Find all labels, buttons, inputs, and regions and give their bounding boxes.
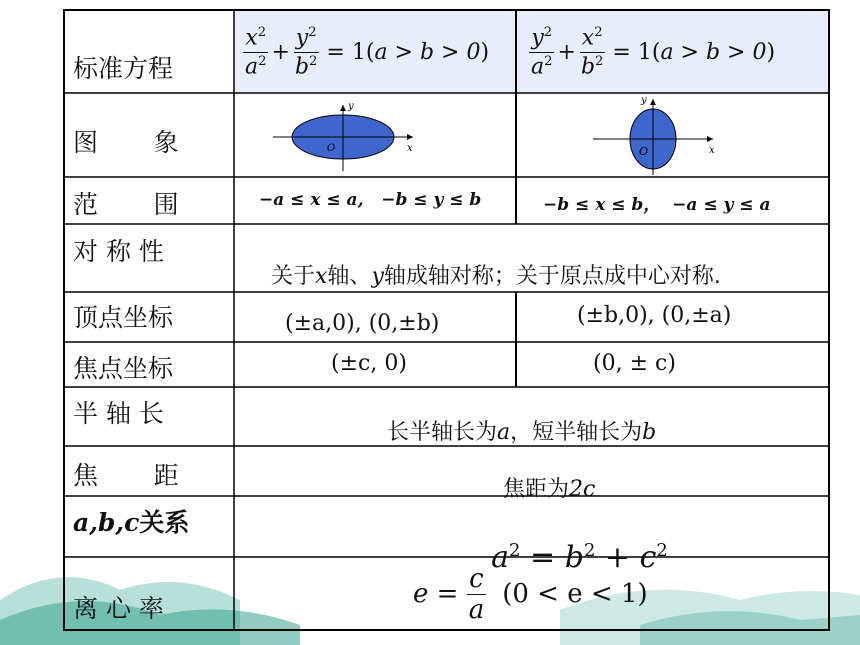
vertices-vertical: (±b,0), (0,±a) — [577, 303, 732, 328]
ellipse-properties-table — [63, 9, 830, 631]
eccentricity-formula: e = $\frac{c}{a}$ (0 < e < 1) — [413, 563, 648, 625]
vertical-axis-x: x — [709, 145, 715, 156]
label-standard-equation: 标准方程 — [73, 54, 174, 83]
graph-horizontal-ellipse — [263, 97, 423, 175]
range-horizontal: −a ≤ x ≤ a, −b ≤ y ≤ b — [259, 190, 482, 210]
graph-vertical-ellipse — [583, 95, 723, 177]
focal-distance-text: 焦距为2c — [502, 477, 596, 502]
label-abc-vars: a,b,c — [73, 508, 140, 537]
horizontal-axis-y: y — [348, 101, 354, 112]
equation-vertical: $\frac{y^2}{a^2}$ + $\frac{x^2}{b^2}$ = 1( a > b > 0 ) — [531, 25, 776, 79]
label-foci: 焦点坐标 — [73, 354, 174, 383]
symmetry-text: 关于x轴、y轴成轴对称；关于原点成中心对称. — [270, 264, 721, 289]
label-range: 范 围 — [73, 190, 179, 219]
fraction-x-b: $\frac{x^2}{b^2}$ — [580, 25, 604, 79]
fraction-y-b: $\frac{y^2}{b^2}$ — [294, 25, 318, 79]
foci-vertical: (0, ± c) — [593, 351, 676, 376]
abc-relation-formula: $a^2 = b^2 + c^2$ — [491, 540, 668, 575]
label-graph: 图 象 — [73, 128, 179, 157]
label-abc-relation — [73, 503, 189, 539]
equation-horizontal: $\frac{x^2}{a^2}$ + $\frac{y^2}{b^2}$ = 1( a > b > 0 ) — [245, 25, 490, 79]
label-focal-distance: 焦 距 — [73, 461, 179, 490]
fraction-y-a: $\frac{y^2}{a^2}$ — [531, 25, 553, 79]
label-eccentricity: 离 心 率 — [73, 594, 164, 623]
label-vertices: 顶点坐标 — [73, 303, 174, 332]
fraction-c-a: $\frac{c}{a}$ — [468, 563, 485, 625]
horizontal-axis-x: x — [407, 143, 413, 154]
horizontal-origin: O — [327, 143, 336, 154]
label-abc-suffix: 关系 — [139, 508, 190, 537]
range-vertical: −b ≤ x ≤ b， −a ≤ y ≤ a — [543, 195, 771, 215]
fraction-x-a: $\frac{x^2}{a^2}$ — [245, 25, 267, 79]
semi-axis-text: 长半轴长为a，短半轴长为b — [386, 420, 657, 445]
vertices-horizontal: (±a,0), (0,±b) — [285, 311, 440, 336]
foci-horizontal: (±c, 0) — [331, 351, 407, 376]
vertical-axis-y: y — [641, 95, 647, 106]
vertical-origin: O — [639, 145, 649, 158]
label-symmetry: 对 称 性 — [73, 237, 164, 266]
label-semi-axis: 半 轴 长 — [73, 399, 164, 428]
